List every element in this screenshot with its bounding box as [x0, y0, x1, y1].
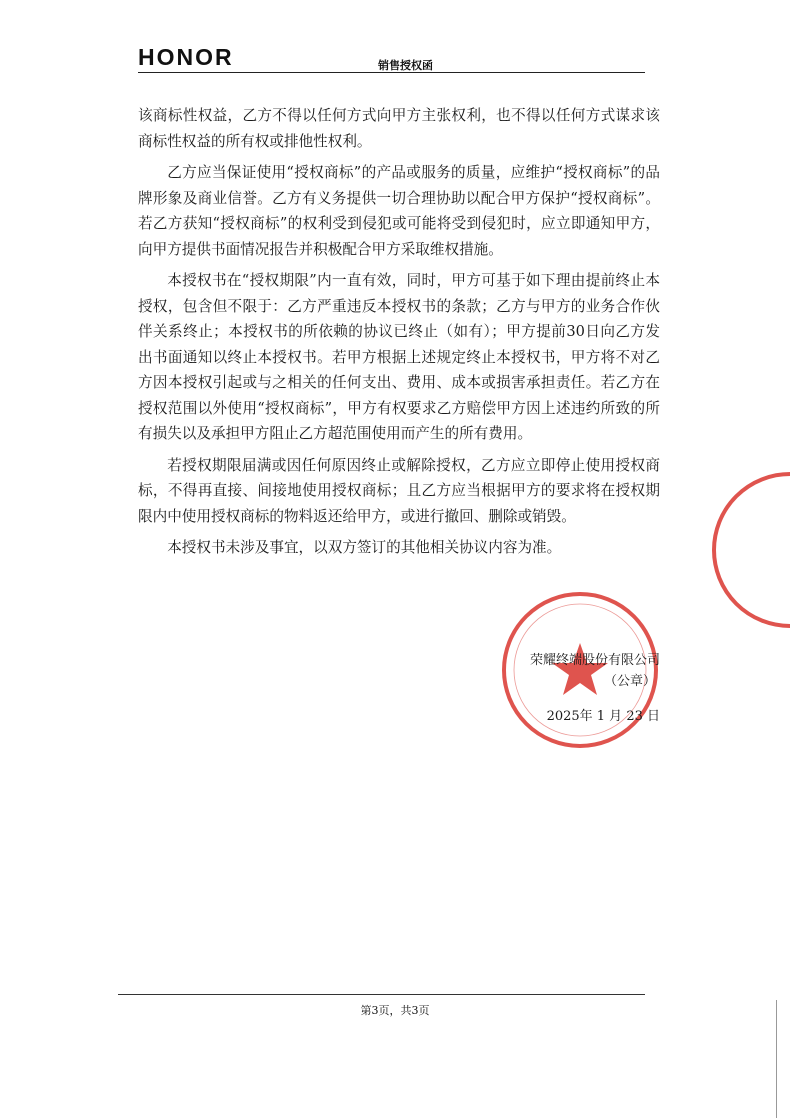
paragraph-other-matters: 本授权书未涉及事宜，以双方签订的其他相关协议内容为准。: [167, 539, 562, 556]
page-number: 第3页，共3页: [360, 1004, 430, 1017]
scan-edge-line: [776, 1000, 777, 1118]
paragraph-validity: 本授权书在“授权期限”内一直有效，同时，甲方可基于如下理由提前终止本授权，包含但不限于：乙方严重违反本授权书的条款；乙方与甲方的业务合作伙伴关系终止；本授权书的所依赖的协议已终止（如有）；甲方提前30日向乙方发出书面通知以终止本授权书。若甲方根据上述规定终止本授权书，甲方将不对乙方因本授权引起或与之相关的任何支出、费用、成本或损害承担责任。若乙方在授权范围以外使用“授权商标”，甲方有权要求乙方赔偿甲方因上述违约所致的所有损失以及承担甲方阻止乙方超范围使用而产生的所有费用。: [138, 272, 660, 442]
signature-block: [500, 650, 660, 728]
partial-seal-stamp: [690, 470, 790, 630]
signing-company: 荣耀终端股份有限公司: [529, 653, 660, 668]
document-type-label: 销售授权函: [378, 59, 433, 72]
honor-logo: HONOR: [138, 44, 234, 70]
signature-date: 2025年 1 月 23 日: [546, 709, 660, 724]
paragraph-quality: 乙方应当保证使用“授权商标”的产品或服务的质量，应维护“授权商标”的品牌形象及商业信誉。乙方有义务提供一切合理协助以配合甲方保护“授权商标”。若乙方获知“授权商标”的权利受到侵犯或可能将受到侵犯时，应立即通知甲方，向甲方提供书面情况报告并积极配合甲方采取维权措施。: [138, 164, 660, 258]
paragraph-continuation: 该商标性权益，乙方不得以任何方式向甲方主张权利，也不得以任何方式谋求该商标性权益的所有权或排他性权利。: [138, 107, 660, 150]
seal-note: （公章）: [603, 674, 656, 689]
paragraph-termination: 若授权期限届满或因任何原因终止或解除授权，乙方应立即停止使用授权商标，不得再直接、间接地使用授权商标；且乙方应当根据甲方的要求将在授权期限内中使用授权商标的物料返还给甲方，或进行撤回、删除或销毁。: [138, 456, 660, 525]
header-divider: [138, 72, 645, 73]
footer-divider: [118, 994, 645, 995]
document-body: [138, 103, 660, 567]
